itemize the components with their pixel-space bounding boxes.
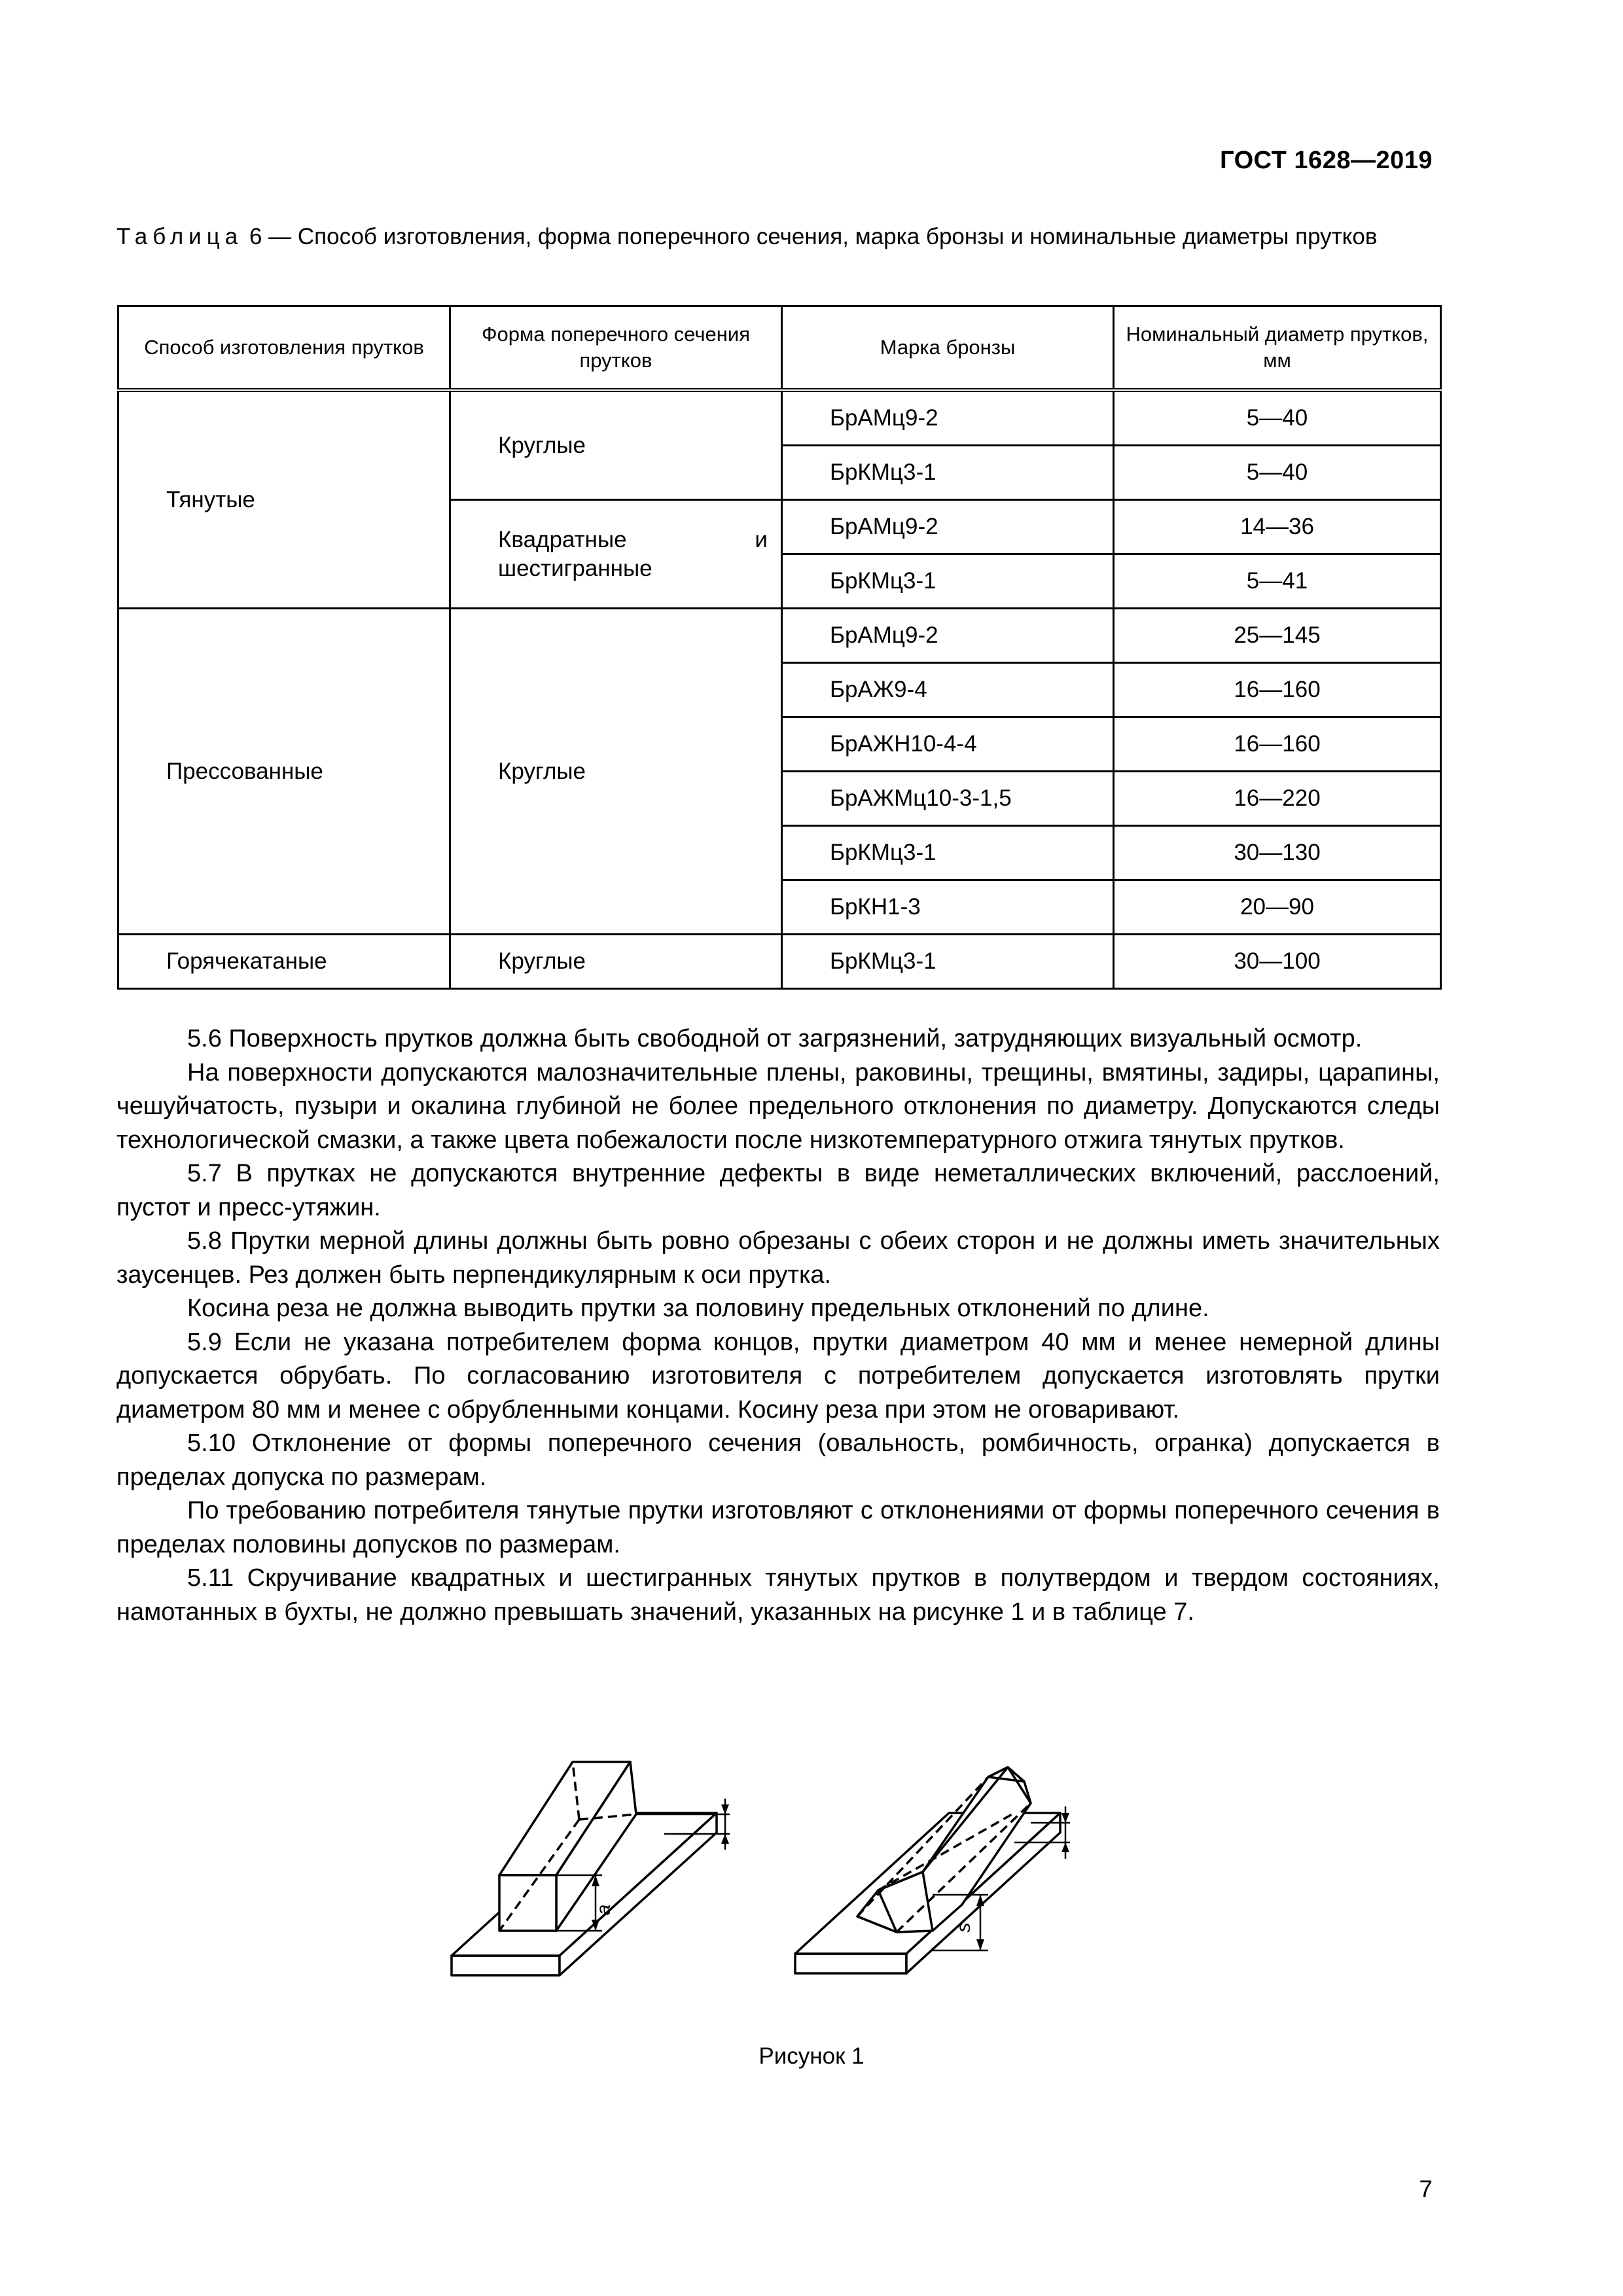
paragraph: Косина реза не должна выводить прутки за половину предельных отклонений по длине. bbox=[187, 1295, 1209, 1322]
header-method: Способ изготовления прутков bbox=[118, 306, 450, 391]
paragraph: По требованию потребителя тянутые прутки изготовляют с отклонениями от формы поперечного сечения в пределах половины допусков по размерам. bbox=[116, 1497, 1440, 1558]
table-caption-text: 6 — Способ изготовления, форма поперечного сечения, марка бронзы и номинальные диаметры прутков bbox=[249, 224, 1378, 249]
method-cell: Горячекатаные bbox=[118, 935, 450, 989]
grade-cell: БрАМц9-2 bbox=[782, 500, 1114, 554]
diameter-cell: 20—90 bbox=[1114, 880, 1441, 935]
square-bar-drawing bbox=[452, 1762, 730, 1975]
standard-designation: ГОСТ 1628—2019 bbox=[1220, 147, 1433, 174]
header-grade: Марка бронзы bbox=[782, 306, 1114, 391]
grade-cell: БрАЖН10-4-4 bbox=[782, 717, 1114, 772]
grade-cell: БрАЖ9-4 bbox=[782, 663, 1114, 717]
diameter-cell: 30—130 bbox=[1114, 826, 1441, 880]
diameter-cell: 16—160 bbox=[1114, 717, 1441, 772]
paragraph: 5.6 Поверхность прутков должна быть свободной от загрязнений, затрудняющих визуальный осмотр. bbox=[187, 1025, 1363, 1052]
grade-cell: БрКМц3-1 bbox=[782, 826, 1114, 880]
grade-cell: БрКМц3-1 bbox=[782, 935, 1114, 989]
paragraph: 5.9 Если не указана потребителем форма концов, прутки диаметром 40 мм и менее немерной длины допускается обрубать. По согласованию изготовителя с потребителем допускается изготовлять прутки диаметром 80 мм и менее с обрубленными концами. Косину реза при этом не оговаривают. bbox=[116, 1328, 1440, 1424]
diameter-cell: 5—40 bbox=[1114, 446, 1441, 500]
paragraph: 5.7 В прутках не допускаются внутренние дефекты в виде неметаллических включений, расслоений, пустот и пресс-утяжин. bbox=[116, 1160, 1440, 1221]
bronze-rods-table bbox=[117, 305, 1442, 990]
table-header-row bbox=[118, 306, 1441, 391]
shape-cell: Круглые bbox=[450, 609, 782, 935]
paragraph: 5.11 Скручивание квадратных и шестигранных тянутых прутков в полутвердом и твердом состояниях, намотанных в бухты, не должно превышать значений, указанных на рисунке 1 и в таблице 7. bbox=[116, 1564, 1440, 1626]
diameter-cell: 5—41 bbox=[1114, 554, 1441, 609]
method-cell: Прессованные bbox=[118, 609, 450, 935]
grade-cell: БрАМц9-2 bbox=[782, 609, 1114, 663]
grade-cell: БрКМц3-1 bbox=[782, 554, 1114, 609]
grade-cell: БрКН1-3 bbox=[782, 880, 1114, 935]
grade-cell: БрАМц9-2 bbox=[782, 390, 1114, 446]
diameter-cell: 25—145 bbox=[1114, 609, 1441, 663]
diameter-cell: 16—160 bbox=[1114, 663, 1441, 717]
method-cell: Тянутые bbox=[118, 390, 450, 609]
hexagonal-bar-drawing bbox=[795, 1767, 1070, 1973]
diameter-cell: 16—220 bbox=[1114, 772, 1441, 826]
page-number: 7 bbox=[1419, 2176, 1433, 2202]
paragraph: 5.10 Отклонение от формы поперечного сечения (овальность, ромбичность, огранка) допускается в пределах допуска по размерам. bbox=[116, 1429, 1440, 1491]
figure-caption: Рисунок 1 bbox=[758, 2043, 865, 2069]
diameter-cell: 30—100 bbox=[1114, 935, 1441, 989]
table-row bbox=[118, 935, 1441, 989]
shape-cell: Круглые bbox=[450, 390, 782, 500]
dimension-label-a: a bbox=[593, 1904, 615, 1916]
header-shape: Форма поперечного сечения прутков bbox=[450, 306, 782, 391]
figure-twisting-diagram bbox=[438, 1741, 1093, 2003]
diameter-cell: 5—40 bbox=[1114, 390, 1441, 446]
table-caption-label: Таблица bbox=[116, 224, 243, 249]
table-caption bbox=[116, 223, 1440, 251]
body-text bbox=[116, 1022, 1440, 1629]
grade-cell: БрКМц3-1 bbox=[782, 446, 1114, 500]
grade-cell: БрАЖМц10-3-1,5 bbox=[782, 772, 1114, 826]
paragraph: 5.8 Прутки мерной длины должны быть ровно обрезаны с обеих сторон и не должны иметь значительных заусенцев. Рез должен быть перпендикулярным к оси прутка. bbox=[116, 1227, 1440, 1289]
shape-cell: Круглые bbox=[450, 935, 782, 989]
table-row bbox=[118, 609, 1441, 663]
paragraph: На поверхности допускаются малозначительные плены, раковины, трещины, вмятины, задиры, царапины, чешуйчатость, пузыри и окалина глубиной не более предельного отклонения по диаметру. Допускаются следы технологической смазки, а также цвета побежалости после низкотемпературного отжига тянутых прутков. bbox=[116, 1058, 1440, 1154]
header-diameter: Номинальный диаметр прутков, мм bbox=[1114, 306, 1441, 391]
shape-cell bbox=[450, 500, 782, 609]
table-row bbox=[118, 390, 1441, 446]
diameter-cell: 14—36 bbox=[1114, 500, 1441, 554]
dimension-label-s: s bbox=[953, 1922, 974, 1933]
shape-text: Квадратные и шестигранные bbox=[498, 526, 768, 581]
